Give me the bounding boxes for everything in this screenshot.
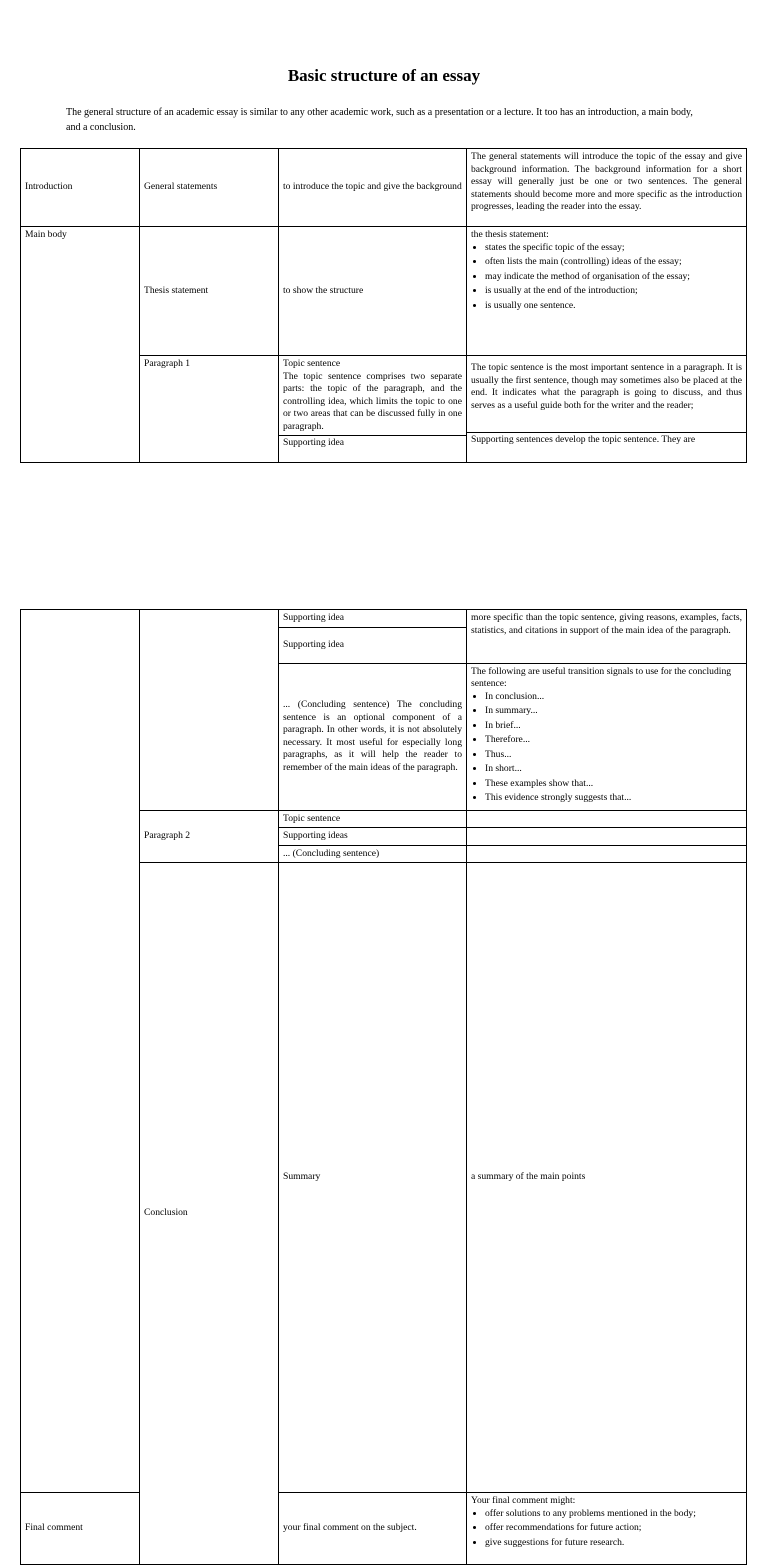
- paragraph-1-detail: [279, 356, 467, 463]
- paragraph-2-supporting-ideas: Supporting ideas: [279, 828, 467, 846]
- structure-table-part-1: [20, 148, 747, 463]
- table-row: [21, 1493, 747, 1565]
- transition-signals-lead: The following are useful transition signals to use for the concluding sentence:: [471, 665, 732, 689]
- list-item: • is usually at the end of the introduction;: [485, 285, 742, 298]
- part-paragraph-1: Paragraph 1: [140, 356, 279, 463]
- list-item: • offer solutions to any problems mentioned in the body;: [485, 1508, 742, 1521]
- section-conclusion: Conclusion: [140, 863, 279, 1565]
- table-row: [21, 227, 747, 356]
- list-item: • may indicate the method of organisation of the essay;: [485, 271, 742, 284]
- purpose-thesis-statement: to show the structure: [279, 227, 467, 356]
- list-item: • In brief...: [485, 720, 742, 733]
- final-comment-list: [471, 1508, 742, 1550]
- concluding-sentence-notes: [467, 663, 747, 810]
- purpose-summary: a summary of the main points: [467, 863, 747, 1493]
- part-paragraph-1-continued: [140, 610, 279, 811]
- paragraph-2-concluding-sentence: ... (Concluding sentence): [279, 845, 467, 863]
- thesis-lead: the thesis statement:: [471, 229, 549, 240]
- purpose-final-comment: your final comment on the subject.: [279, 1493, 467, 1565]
- part-thesis-statement: Thesis statement: [140, 227, 279, 356]
- note-thesis-statement: [467, 227, 747, 356]
- list-item: • Therefore...: [485, 734, 742, 747]
- paragraph-1-notes: [467, 356, 747, 463]
- list-item: • In summary...: [485, 705, 742, 718]
- part-general-statements: General statements: [140, 149, 279, 227]
- section-introduction: Introduction: [21, 149, 140, 227]
- transition-signals-list: [471, 691, 742, 805]
- list-item: • offer recommendations for future action;: [485, 1522, 742, 1535]
- list-item: • In short...: [485, 763, 742, 776]
- paragraph-2-empty-note: [467, 845, 747, 863]
- topic-sentence-label: Topic sentence: [283, 358, 341, 369]
- supporting-sentence-note: Supporting sentences develop the topic sentence. They are: [467, 432, 746, 447]
- note-general-statements: The general statements will introduce the topic of the essay and give background information. The background information for a short essay will generally just be one or two sentences. The general statements should become more and more specific as the introduction progresses, leading the reader into the essay.: [467, 149, 747, 227]
- list-item: • states the specific topic of the essay;: [485, 242, 742, 255]
- part-paragraph-2: Paragraph 2: [140, 810, 279, 863]
- supporting-idea-label: Supporting idea: [279, 435, 466, 450]
- thesis-bullet-list: [471, 242, 742, 313]
- supporting-sentence-note-continued: more specific than the topic sentence, giving reasons, examples, facts, statistics, and citations in support of the main idea of the paragraph.: [467, 610, 747, 664]
- table-row: [21, 610, 747, 628]
- list-item: • This evidence strongly suggests that...: [485, 792, 742, 805]
- structure-table-part-2: [20, 609, 747, 1565]
- supporting-idea-2: Supporting idea: [279, 627, 467, 663]
- list-item: • often lists the main (controlling) ideas of the essay;: [485, 256, 742, 269]
- list-item: • is usually one sentence.: [485, 300, 742, 313]
- supporting-idea-1: Supporting idea: [279, 610, 467, 628]
- intro-paragraph: The general structure of an academic essay is similar to any other academic work, such as a presentation or a lecture. It too has an introduction, a main body, and a conclusion.: [66, 107, 693, 133]
- table-row: [21, 149, 747, 227]
- purpose-general-statements: to introduce the topic and give the background: [279, 149, 467, 227]
- list-item: • Thus...: [485, 749, 742, 762]
- paragraph-2-empty-note: [467, 828, 747, 846]
- list-item: • give suggestions for future research.: [485, 1537, 742, 1550]
- concluding-sentence-detail: ... (Concluding sentence) The concluding sentence is an optional component of a paragraph. In other words, it is not absolutely necessary. It most useful for especially long paragraphs, as it will help the reader to remember of the main ideas of the paragraph.: [279, 663, 467, 810]
- section-main-body: Main body: [21, 227, 140, 463]
- note-final-comment: [467, 1493, 747, 1565]
- part-final-comment: Final comment: [21, 1493, 140, 1565]
- page-title: Basic structure of an essay: [287, 66, 481, 85]
- paragraph-2-empty-note: [467, 810, 747, 828]
- part-summary: Summary: [279, 863, 467, 1493]
- list-item: • These examples show that...: [485, 778, 742, 791]
- topic-sentence-note: The topic sentence is the most important sentence in a paragraph. It is usually the first sentence, though may sometimes also be placed at the end. It indicates what the paragraph is going to discuss, and thus serves as a useful guide both for the writer and the reader;: [471, 362, 742, 411]
- paragraph-2-topic-sentence: Topic sentence: [279, 810, 467, 828]
- list-item: • In conclusion...: [485, 691, 742, 704]
- topic-sentence-detail: The topic sentence comprises two separate parts: the topic of the paragraph, and the controlling idea, which limits the topic to one or two areas that can be discussed fully in one paragraph.: [283, 370, 462, 432]
- final-comment-lead: Your final comment might:: [471, 1495, 576, 1506]
- section-main-body-continued: [21, 610, 140, 1493]
